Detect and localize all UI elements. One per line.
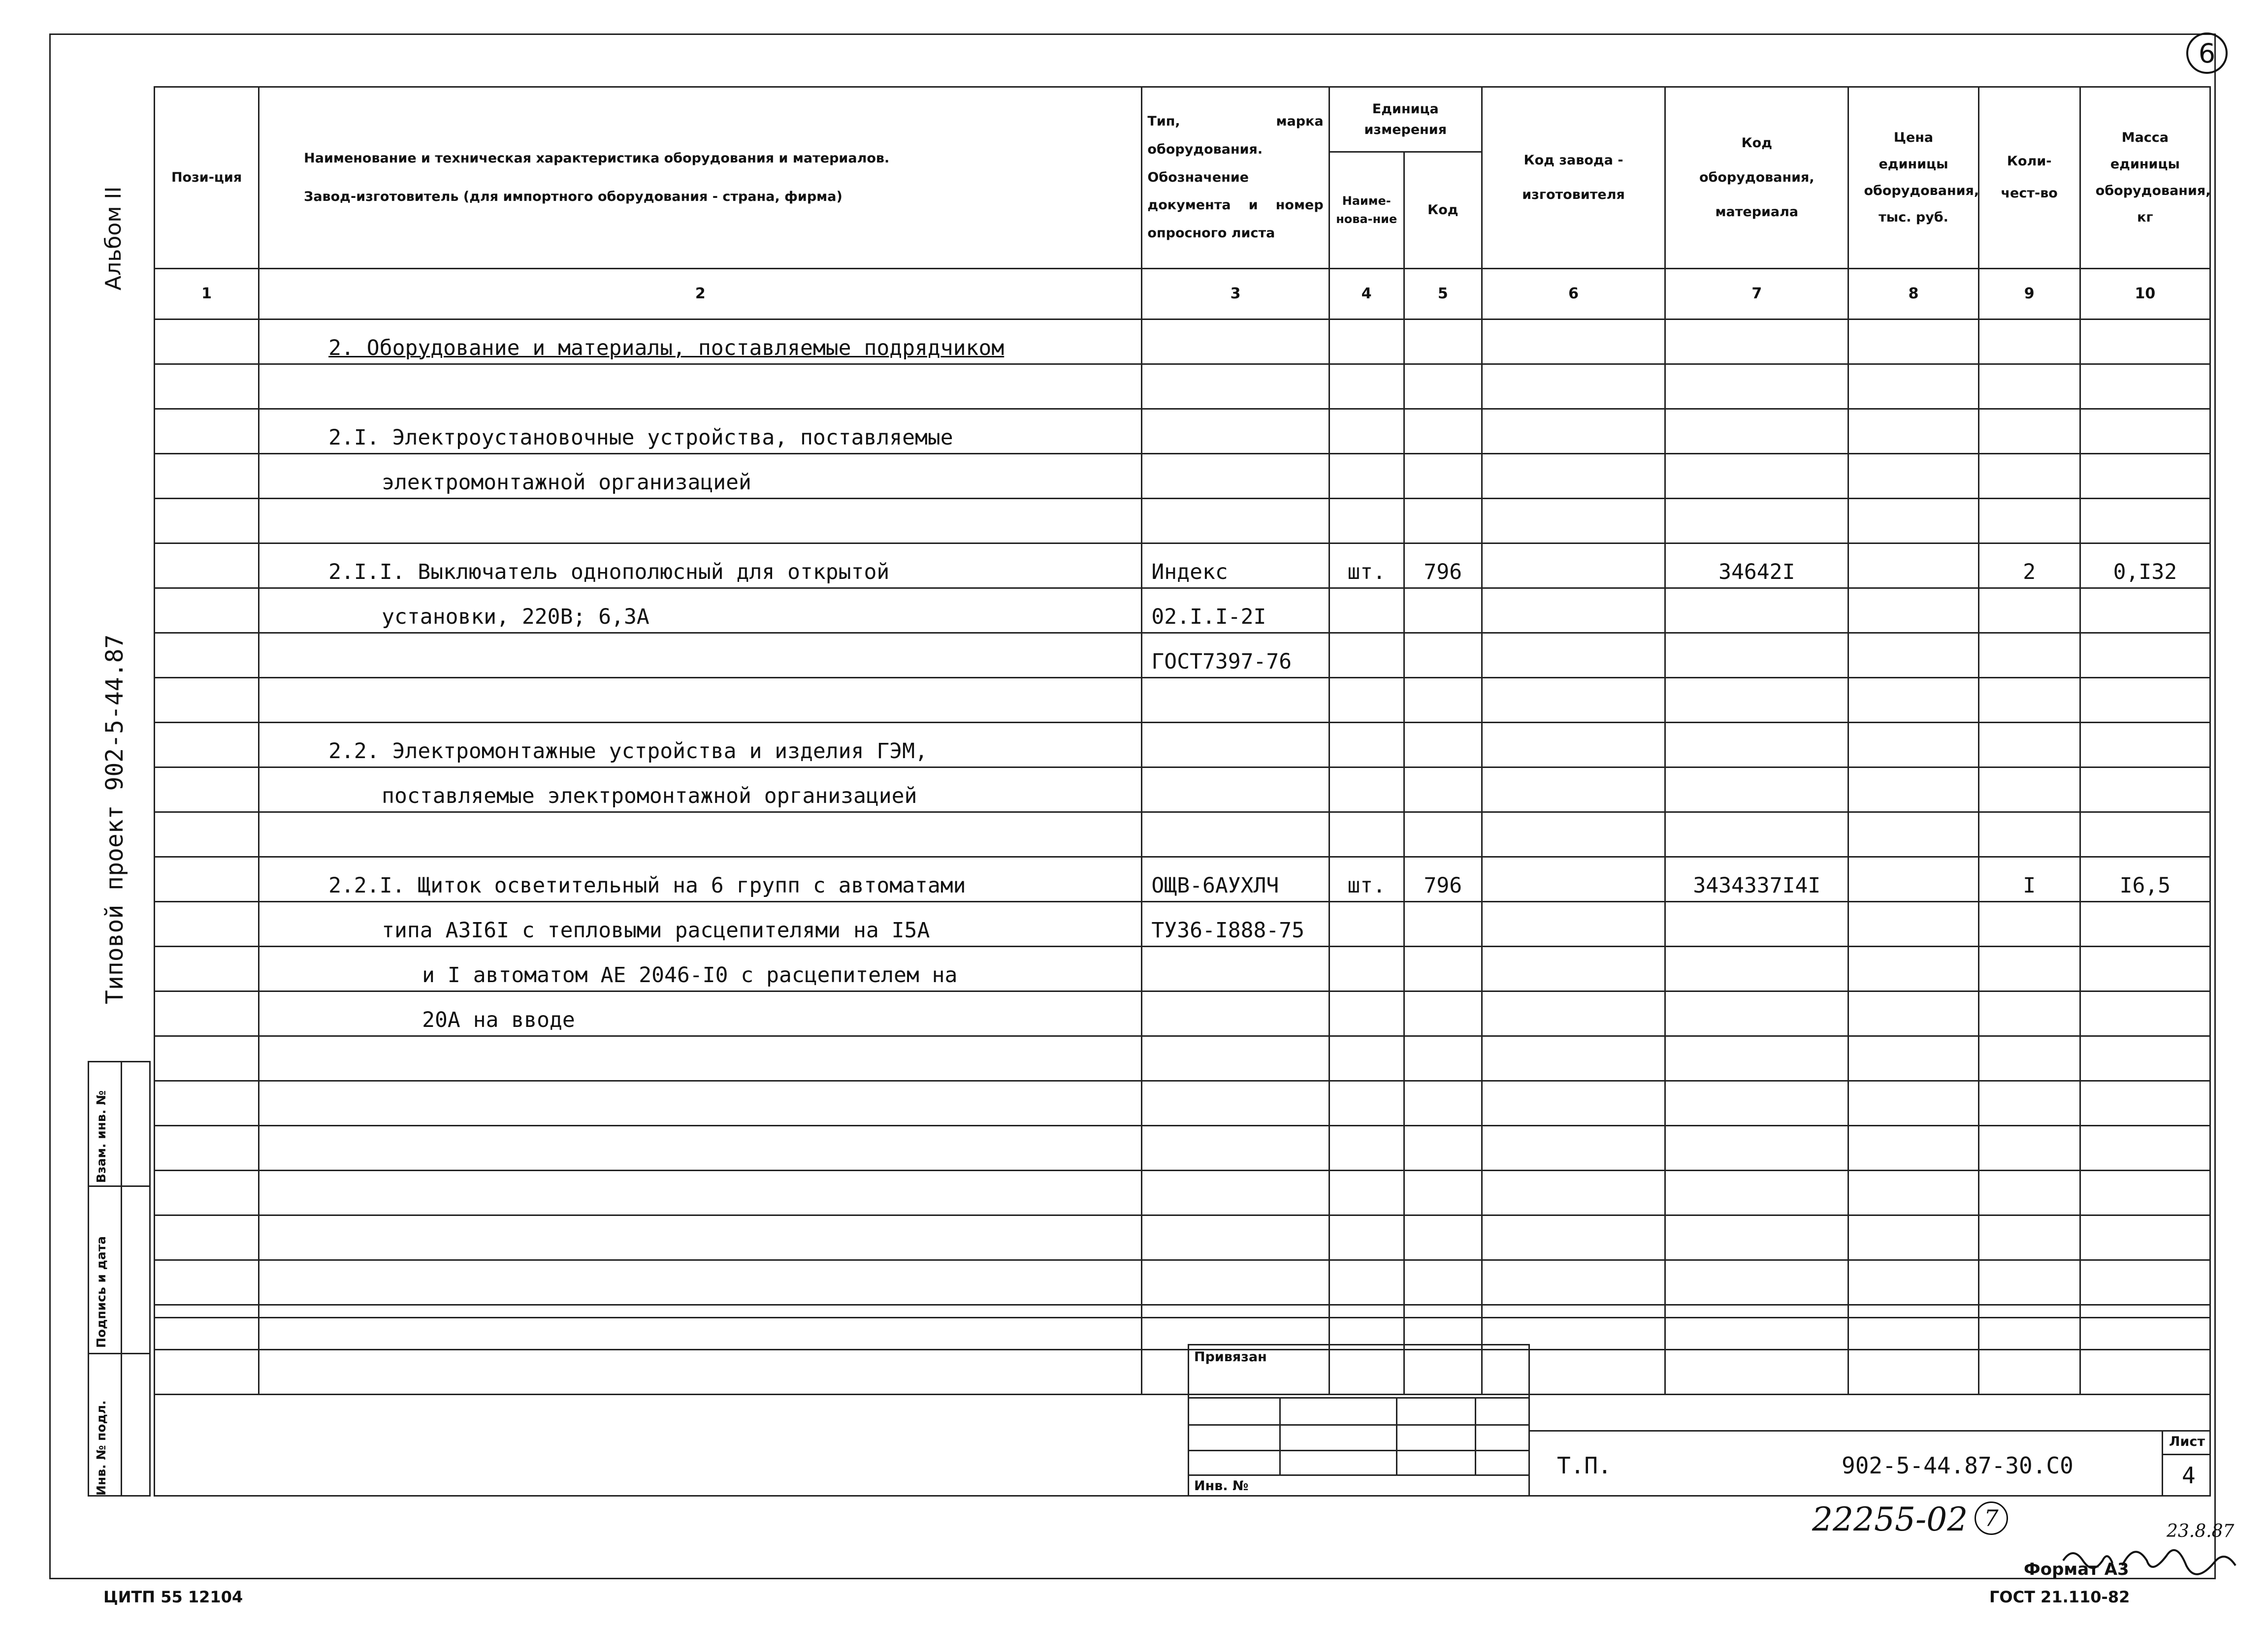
cell-mass <box>2080 991 2210 1036</box>
cell-unit_code <box>1404 454 1482 499</box>
cell-type: Индекс <box>1142 543 1329 588</box>
cell-price <box>1848 723 1978 767</box>
cell-name: и I автоматом АЕ 2046-I0 с расцепителем на <box>259 947 1142 991</box>
cell-name <box>259 633 1142 678</box>
table-row <box>155 902 2210 947</box>
column-number: 4 <box>1329 269 1404 319</box>
cell-pos <box>155 947 259 991</box>
cell-pos <box>155 499 259 543</box>
cell-code <box>1665 1260 1848 1305</box>
cell-type <box>1142 1260 1329 1305</box>
table-row <box>155 1036 2210 1081</box>
cell-code <box>1665 767 1848 812</box>
cell-price <box>1848 1081 1978 1126</box>
cell-qty <box>1978 812 2080 857</box>
cell-unit_code: 796 <box>1404 543 1482 588</box>
cell-type <box>1142 364 1329 409</box>
sheet-number-badge <box>2181 30 2231 79</box>
cell-unit_code <box>1404 409 1482 454</box>
header-factory-code: Код завода - изготовителя <box>1482 87 1665 269</box>
cell-qty <box>1978 991 2080 1036</box>
cell-price <box>1848 1036 1978 1081</box>
cell-type <box>1142 1036 1329 1081</box>
header-unit-code: Код <box>1404 152 1482 269</box>
header-name-line1: Наименование и техническая характеристика оборудования и материалов. <box>304 151 890 166</box>
cell-code <box>1665 678 1848 723</box>
cell-code <box>1665 1215 1848 1260</box>
cell-code: 3434337I4I <box>1665 857 1848 902</box>
cell-code: 34642I <box>1665 543 1848 588</box>
cell-price <box>1848 678 1978 723</box>
handwritten-number: 22255-02 <box>1812 1500 1968 1538</box>
cell-unit <box>1329 1171 1404 1215</box>
binding-col <box>1475 1397 1476 1474</box>
sheet-number: 6 <box>2186 32 2228 74</box>
cell-unit <box>1329 991 1404 1036</box>
cell-pos <box>155 454 259 499</box>
cell-mass <box>2080 1215 2210 1260</box>
cell-type: ТУ36-I888-75 <box>1142 902 1329 947</box>
cell-factory <box>1482 991 1665 1036</box>
table-row <box>155 633 2210 678</box>
table-row <box>155 543 2210 588</box>
header-type: Тип, марка оборудования. Обозначение документа и номер опросного листа <box>1142 87 1329 269</box>
cell-unit <box>1329 364 1404 409</box>
table-row <box>155 812 2210 857</box>
table-row <box>155 1081 2210 1126</box>
binding-col <box>1279 1397 1281 1474</box>
cell-qty <box>1978 767 2080 812</box>
table-row <box>155 857 2210 902</box>
cell-unit_code <box>1404 1171 1482 1215</box>
header-name <box>259 87 1142 269</box>
cell-pos <box>155 633 259 678</box>
cell-type <box>1142 991 1329 1036</box>
table-row <box>155 1260 2210 1305</box>
binding-divider <box>1189 1450 1528 1451</box>
cell-unit <box>1329 1260 1404 1305</box>
cell-factory <box>1482 1260 1665 1305</box>
cell-price <box>1848 1171 1978 1215</box>
bound-label: Привязан <box>1194 1349 1267 1365</box>
cell-factory <box>1482 1036 1665 1081</box>
cell-code <box>1665 812 1848 857</box>
cell-qty <box>1978 1171 2080 1215</box>
cell-mass <box>2080 409 2210 454</box>
cell-price <box>1848 902 1978 947</box>
header-name-line2: Завод-изготовитель (для импортного оборудования - страна, фирма) <box>304 189 842 204</box>
binding-block <box>1188 1344 1530 1497</box>
cell-unit_code <box>1404 633 1482 678</box>
sheet-divider <box>2163 1454 2211 1455</box>
cell-unit <box>1329 947 1404 991</box>
cell-mass <box>2080 1081 2210 1126</box>
cell-mass <box>2080 1260 2210 1305</box>
table-row <box>155 499 2210 543</box>
cell-name <box>259 1081 1142 1126</box>
cell-factory <box>1482 633 1665 678</box>
table-row <box>155 364 2210 409</box>
cell-unit_code <box>1404 588 1482 633</box>
cell-price <box>1848 454 1978 499</box>
cell-price <box>1848 588 1978 633</box>
table-row <box>155 588 2210 633</box>
cell-qty <box>1978 1215 2080 1260</box>
cell-mass <box>2080 1126 2210 1171</box>
cell-mass <box>2080 723 2210 767</box>
cell-factory <box>1482 1126 1665 1171</box>
cell-type: 02.I.I-2I <box>1142 588 1329 633</box>
cell-code <box>1665 319 1848 364</box>
cell-unit <box>1329 1036 1404 1081</box>
cell-code <box>1665 454 1848 499</box>
cell-unit <box>1329 454 1404 499</box>
table-row <box>155 723 2210 767</box>
cell-unit_code <box>1404 902 1482 947</box>
cell-unit: шт. <box>1329 543 1404 588</box>
cell-unit <box>1329 633 1404 678</box>
cell-price <box>1848 1126 1978 1171</box>
cell-qty <box>1978 1081 2080 1126</box>
cell-unit_code <box>1404 1036 1482 1081</box>
header-mass: Масса единицы оборудования, кг <box>2080 87 2210 269</box>
stamp-replacement-inv: Взам. инв. № <box>94 1090 108 1183</box>
cell-mass <box>2080 588 2210 633</box>
cell-code <box>1665 723 1848 767</box>
cell-type <box>1142 1126 1329 1171</box>
stamp-signature-date: Подпись и дата <box>94 1236 108 1348</box>
binding-col <box>1396 1397 1397 1474</box>
cell-code <box>1665 947 1848 991</box>
cell-unit_code <box>1404 991 1482 1036</box>
column-number: 10 <box>2080 269 2210 319</box>
cell-name <box>259 499 1142 543</box>
cell-mass <box>2080 678 2210 723</box>
header-price: Цена единицы оборудования, тыс. руб. <box>1848 87 1978 269</box>
cell-pos <box>155 767 259 812</box>
cell-unit_code <box>1404 1126 1482 1171</box>
column-number: 9 <box>1978 269 2080 319</box>
cell-pos <box>155 902 259 947</box>
tp-label: Т.П. <box>1557 1452 1612 1479</box>
cell-name <box>259 1215 1142 1260</box>
cell-pos <box>155 723 259 767</box>
cell-mass: I6,5 <box>2080 857 2210 902</box>
cell-factory <box>1482 767 1665 812</box>
header-unit: Единица измерения <box>1329 87 1482 152</box>
cell-unit <box>1329 588 1404 633</box>
cell-unit_code <box>1404 678 1482 723</box>
cell-type <box>1142 1215 1329 1260</box>
cell-code <box>1665 1126 1848 1171</box>
cell-unit <box>1329 723 1404 767</box>
cell-qty: I <box>1978 857 2080 902</box>
cell-code <box>1665 364 1848 409</box>
designation-code: 902-5-44.87-30.С0 <box>1842 1452 2074 1479</box>
side-stamp-divider <box>89 1185 149 1187</box>
cell-unit_code <box>1404 1260 1482 1305</box>
cell-price <box>1848 364 1978 409</box>
cell-unit <box>1329 409 1404 454</box>
cell-code <box>1665 902 1848 947</box>
table-row <box>155 1171 2210 1215</box>
cell-qty <box>1978 499 2080 543</box>
cell-unit_code <box>1404 499 1482 543</box>
cell-factory <box>1482 1081 1665 1126</box>
cell-mass <box>2080 633 2210 678</box>
cell-name: типа А3I6I с тепловыми расцепителями на I5А <box>259 902 1142 947</box>
inv-label: Инв. № <box>1194 1478 1249 1494</box>
cell-unit_code <box>1404 723 1482 767</box>
cell-code <box>1665 409 1848 454</box>
cell-type <box>1142 1171 1329 1215</box>
cell-type <box>1142 767 1329 812</box>
cell-unit <box>1329 1215 1404 1260</box>
cell-factory <box>1482 1215 1665 1260</box>
column-number: 5 <box>1404 269 1482 319</box>
cell-qty <box>1978 409 2080 454</box>
stamp-original-inv: Инв. № подл. <box>94 1400 108 1496</box>
cell-name <box>259 1126 1142 1171</box>
cell-type <box>1142 678 1329 723</box>
cell-factory <box>1482 543 1665 588</box>
cell-price <box>1848 1215 1978 1260</box>
cell-name <box>259 812 1142 857</box>
cell-pos <box>155 1036 259 1081</box>
cell-pos <box>155 812 259 857</box>
cell-code <box>1665 633 1848 678</box>
column-number: 1 <box>155 269 259 319</box>
cell-code <box>1665 499 1848 543</box>
cell-code <box>1665 588 1848 633</box>
cell-unit_code <box>1404 1215 1482 1260</box>
cell-factory <box>1482 409 1665 454</box>
cell-type <box>1142 319 1329 364</box>
cell-pos <box>155 364 259 409</box>
cell-qty <box>1978 454 2080 499</box>
cell-pos <box>155 588 259 633</box>
cell-type: ОЩВ-6АУХЛЧ <box>1142 857 1329 902</box>
cell-factory <box>1482 857 1665 902</box>
table-row <box>155 767 2210 812</box>
binding-divider <box>1189 1424 1528 1426</box>
table-row <box>155 409 2210 454</box>
project-label: Типовой проект 902-5-44.87 <box>101 634 129 1004</box>
gost-label: ГОСТ 21.110-82 <box>1989 1588 2130 1606</box>
cell-name: 2.2. Электромонтажные устройства и изделия ГЭМ, <box>259 723 1142 767</box>
column-number: 2 <box>259 269 1142 319</box>
cell-factory <box>1482 499 1665 543</box>
cell-unit_code <box>1404 364 1482 409</box>
cell-pos <box>155 991 259 1036</box>
header-unit-name: Наиме-нова-ние <box>1329 152 1404 269</box>
table-row <box>155 454 2210 499</box>
cell-name <box>259 678 1142 723</box>
cell-name: электромонтажной организацией <box>259 454 1142 499</box>
cell-unit: шт. <box>1329 857 1404 902</box>
cell-qty <box>1978 723 2080 767</box>
cell-qty <box>1978 1260 2080 1305</box>
cell-unit_code <box>1404 947 1482 991</box>
side-stamp-strip <box>88 1061 151 1497</box>
cell-qty <box>1978 947 2080 991</box>
cell-mass <box>2080 364 2210 409</box>
table-row <box>155 1215 2210 1260</box>
column-number: 6 <box>1482 269 1665 319</box>
cell-code <box>1665 1081 1848 1126</box>
cell-mass <box>2080 812 2210 857</box>
cell-pos <box>155 1126 259 1171</box>
cell-name: 2.I.I. Выключатель однополюсный для открытой <box>259 543 1142 588</box>
cell-name: установки, 220В; 6,3А <box>259 588 1142 633</box>
cell-price <box>1848 812 1978 857</box>
cell-unit_code <box>1404 767 1482 812</box>
column-number: 8 <box>1848 269 1978 319</box>
table-row <box>155 319 2210 364</box>
sheet-label: Лист <box>2169 1434 2205 1449</box>
cell-code <box>1665 1036 1848 1081</box>
cell-mass <box>2080 454 2210 499</box>
cell-factory <box>1482 678 1665 723</box>
handwritten-circle: 7 <box>1975 1501 2008 1535</box>
cell-pos <box>155 1171 259 1215</box>
cell-price <box>1848 633 1978 678</box>
cell-unit <box>1329 812 1404 857</box>
cell-pos <box>155 1260 259 1305</box>
cell-unit_code <box>1404 1081 1482 1126</box>
cell-factory <box>1482 723 1665 767</box>
cell-type <box>1142 812 1329 857</box>
cell-qty <box>1978 364 2080 409</box>
table-row <box>155 991 2210 1036</box>
cell-mass <box>2080 947 2210 991</box>
cell-unit <box>1329 1081 1404 1126</box>
cell-price <box>1848 947 1978 991</box>
cell-qty <box>1978 1036 2080 1081</box>
binding-divider <box>1189 1397 1528 1399</box>
cell-price <box>1848 499 1978 543</box>
cell-unit <box>1329 319 1404 364</box>
cell-qty <box>1978 633 2080 678</box>
cell-type <box>1142 947 1329 991</box>
cell-name <box>259 1260 1142 1305</box>
sheet-cell <box>2162 1430 2211 1497</box>
cell-qty <box>1978 588 2080 633</box>
cell-factory <box>1482 364 1665 409</box>
cell-type <box>1142 1081 1329 1126</box>
sheet-value: 4 <box>2182 1462 2196 1489</box>
cell-pos <box>155 1081 259 1126</box>
cell-unit <box>1329 902 1404 947</box>
cell-unit_code: 796 <box>1404 857 1482 902</box>
header-equipment-code: Код оборудования, материала <box>1665 87 1848 269</box>
table-row <box>155 678 2210 723</box>
cell-unit_code <box>1404 812 1482 857</box>
cell-type <box>1142 499 1329 543</box>
cell-mass <box>2080 902 2210 947</box>
cell-pos <box>155 857 259 902</box>
cell-factory <box>1482 454 1665 499</box>
cell-pos <box>155 409 259 454</box>
cell-price <box>1848 991 1978 1036</box>
cell-name: 2.2.I. Щиток осветительный на 6 групп с автоматами <box>259 857 1142 902</box>
cell-code <box>1665 991 1848 1036</box>
cell-factory <box>1482 947 1665 991</box>
column-number: 7 <box>1665 269 1848 319</box>
cell-qty <box>1978 678 2080 723</box>
cell-unit <box>1329 678 1404 723</box>
cell-mass <box>2080 1036 2210 1081</box>
cell-name <box>259 1171 1142 1215</box>
cell-name: 2.I. Электроустановочные устройства, поставляемые <box>259 409 1142 454</box>
cell-type <box>1142 723 1329 767</box>
binding-divider <box>1189 1474 1528 1476</box>
printer-label: ЦИТП 55 12104 <box>103 1588 243 1606</box>
cell-pos <box>155 319 259 364</box>
cell-name: 2. Оборудование и материалы, поставляемые подрядчиком <box>259 319 1142 364</box>
cell-name <box>259 1036 1142 1081</box>
cell-factory <box>1482 319 1665 364</box>
header-position: Пози-ция <box>155 87 259 269</box>
cell-mass <box>2080 319 2210 364</box>
cell-price <box>1848 409 1978 454</box>
cell-pos <box>155 678 259 723</box>
cell-qty <box>1978 902 2080 947</box>
cell-pos <box>155 1215 259 1260</box>
cell-unit <box>1329 499 1404 543</box>
cell-unit_code <box>1404 319 1482 364</box>
cell-qty <box>1978 1126 2080 1171</box>
specification-table <box>154 86 2211 1395</box>
cell-price <box>1848 543 1978 588</box>
cell-unit <box>1329 767 1404 812</box>
cell-mass <box>2080 499 2210 543</box>
cell-type: ГОСТ7397-76 <box>1142 633 1329 678</box>
table-row <box>155 1126 2210 1171</box>
cell-price <box>1848 1260 1978 1305</box>
side-stamp-divider <box>89 1353 149 1354</box>
cell-mass <box>2080 767 2210 812</box>
cell-qty: 2 <box>1978 543 2080 588</box>
column-number: 3 <box>1142 269 1329 319</box>
album-label: Альбом II <box>101 186 126 290</box>
cell-type <box>1142 409 1329 454</box>
cell-price <box>1848 857 1978 902</box>
cell-price <box>1848 767 1978 812</box>
cell-factory <box>1482 812 1665 857</box>
cell-pos <box>155 543 259 588</box>
cell-name: 20А на вводе <box>259 991 1142 1036</box>
cell-mass: 0,I32 <box>2080 543 2210 588</box>
cell-mass <box>2080 1171 2210 1215</box>
cell-name: поставляемые электромонтажной организацией <box>259 767 1142 812</box>
cell-code <box>1665 1171 1848 1215</box>
cell-unit <box>1329 1126 1404 1171</box>
handwritten-date: 23.8.87 <box>2167 1521 2235 1541</box>
table-row <box>155 947 2210 991</box>
cell-factory <box>1482 902 1665 947</box>
cell-qty <box>1978 319 2080 364</box>
cell-factory <box>1482 588 1665 633</box>
cell-name <box>259 364 1142 409</box>
format-label: Формат А3 <box>2024 1560 2129 1579</box>
cell-type <box>1142 454 1329 499</box>
header-quantity: Коли-чест-во <box>1978 87 2080 269</box>
cell-price <box>1848 319 1978 364</box>
cell-factory <box>1482 1171 1665 1215</box>
